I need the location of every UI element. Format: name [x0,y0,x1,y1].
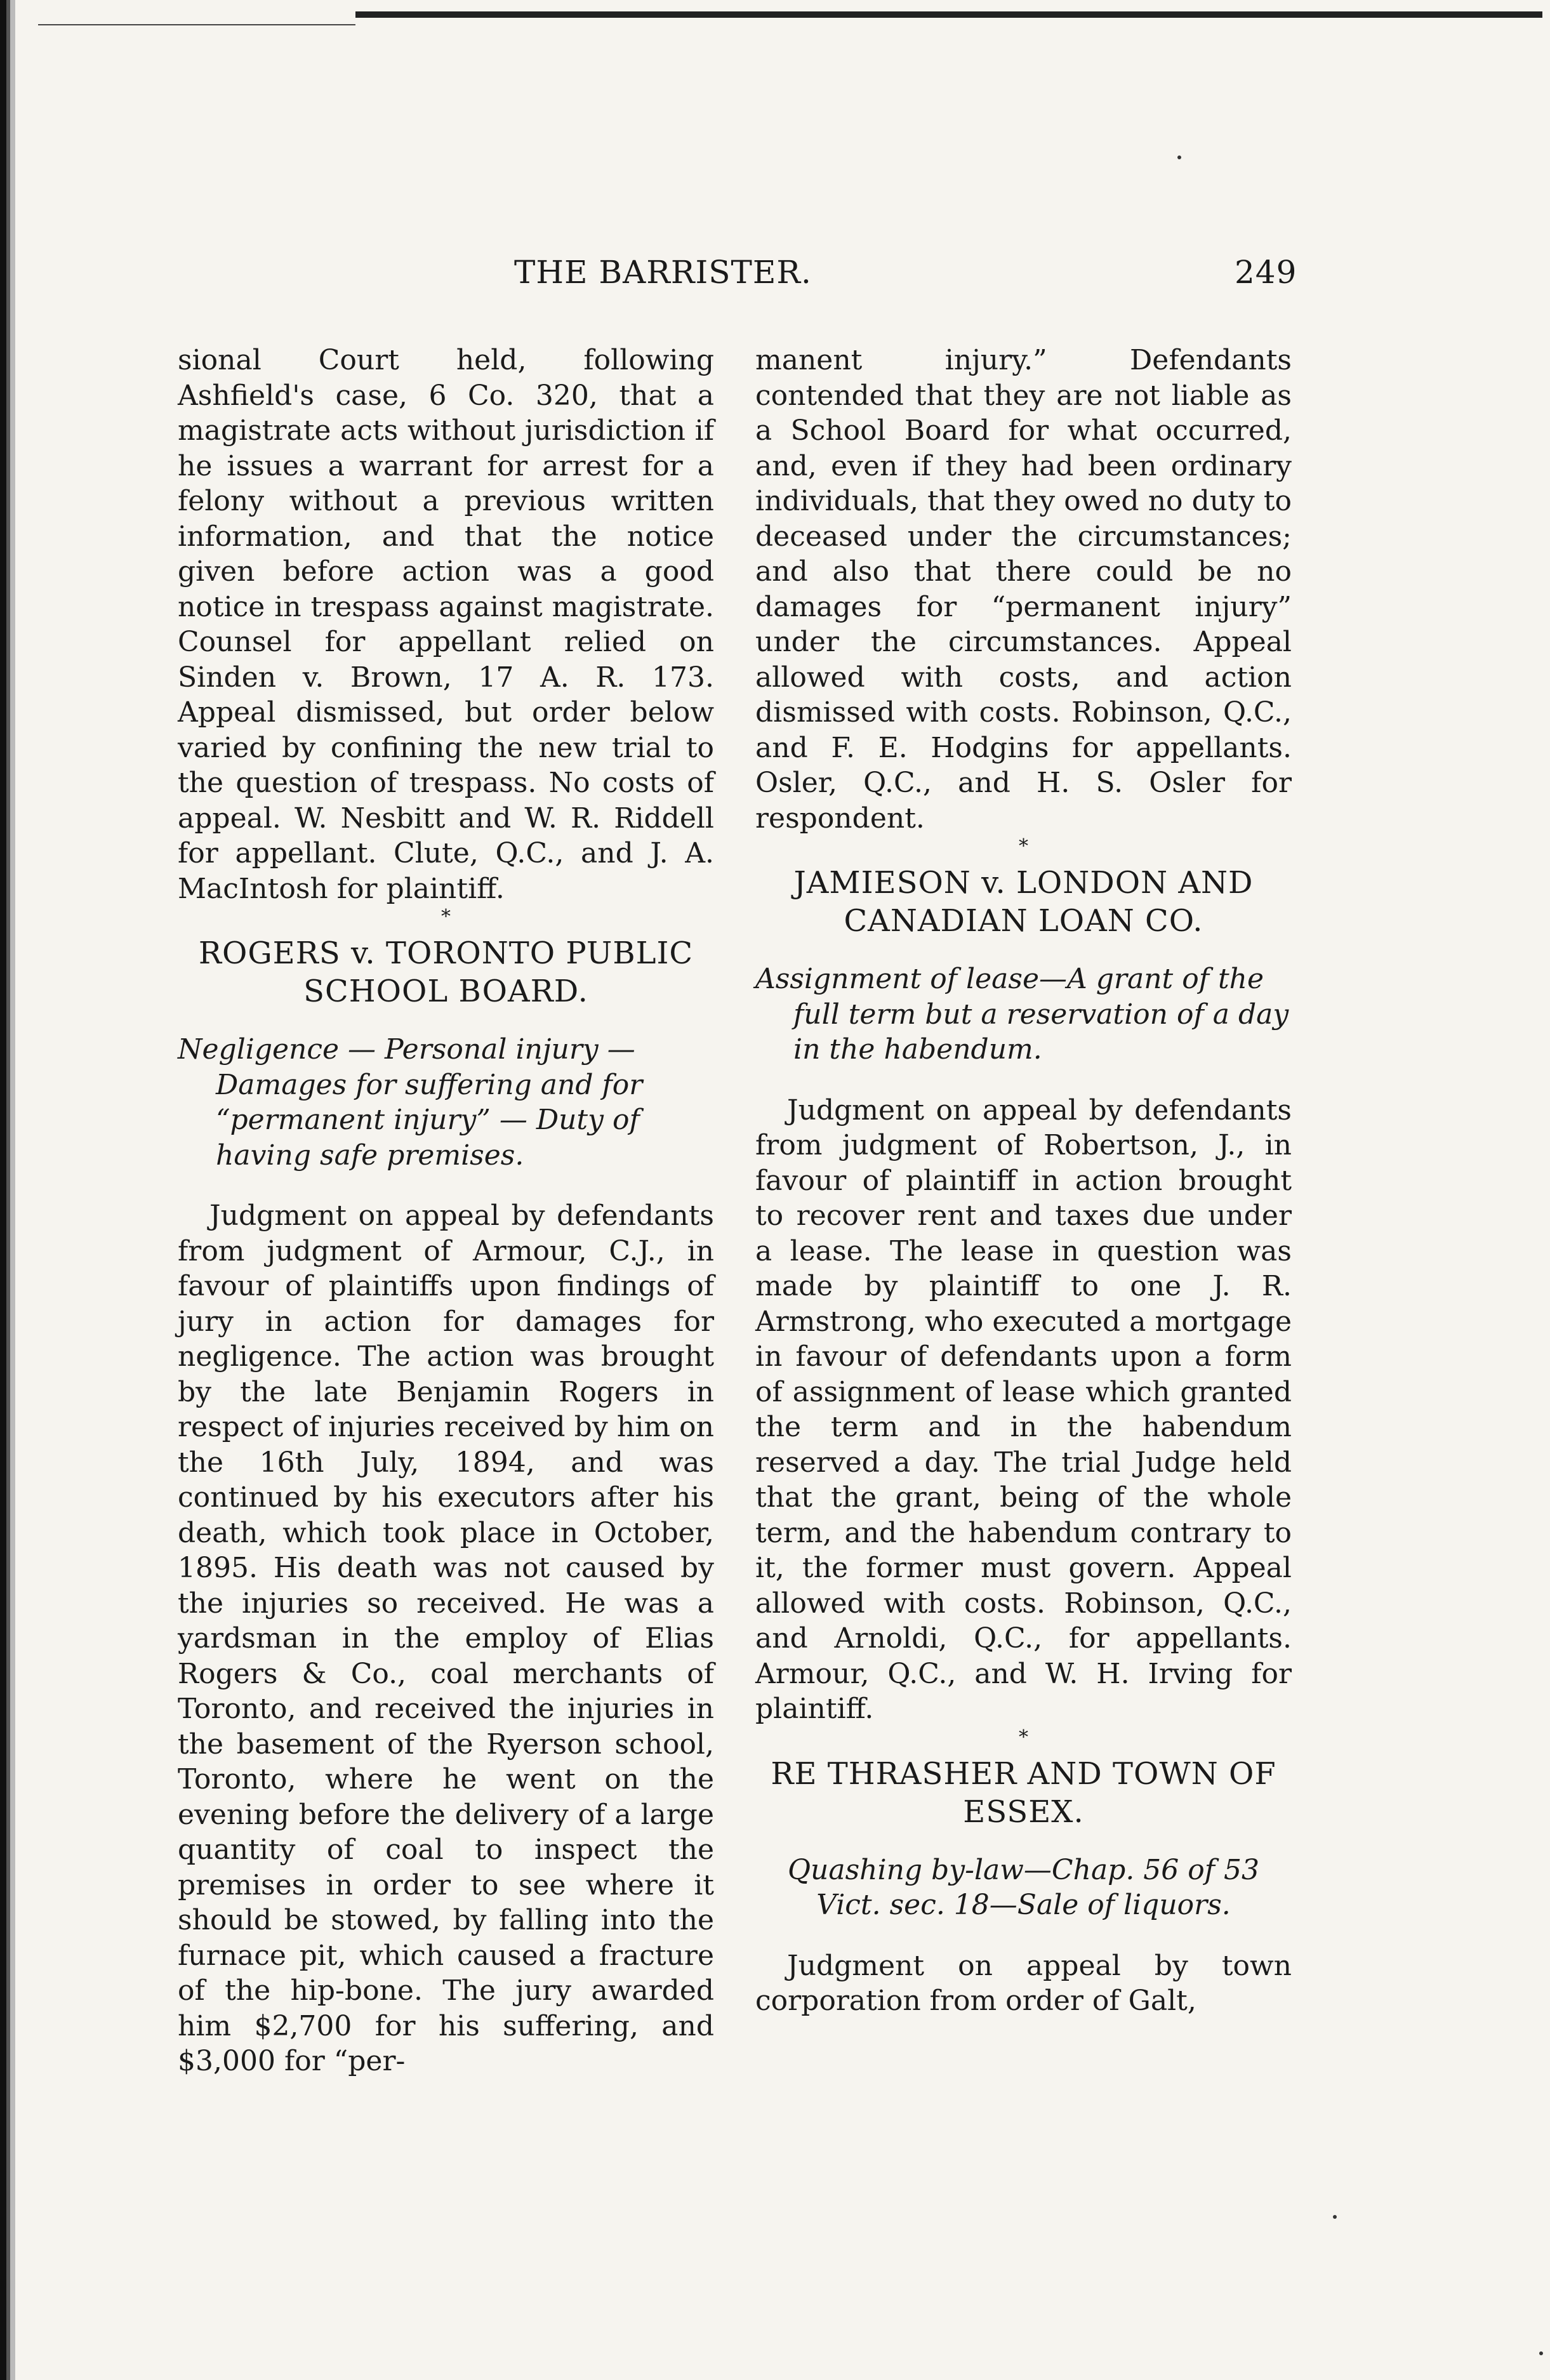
judgment-paragraph: Judgment on appeal by town corporation from order of Galt, [755,1949,1292,2017]
case-headnote: Quashing by-law—Chap. 56 of 53 Vict. sec. 18—Sale of liquors. [787,1853,1260,1921]
running-header [0,254,1550,298]
page-binding-edge [0,0,29,2380]
left-column [178,343,714,2079]
speck-mark [1333,2215,1337,2219]
journal-title: THE BARRISTER. [514,254,812,291]
case-headnote: Assignment of lease—A grant of the full term but a reservation of a day in the habendum. [755,963,1289,1066]
speck-mark [1177,155,1181,159]
speck-mark [1539,2351,1543,2355]
case-title: ROGERS v. TORONTO PUBLIC SCHOOL BOARD. [198,935,694,1009]
case-title: JAMIESON v. LONDON AND CANADIAN LOAN CO. [793,865,1254,939]
top-rule-thin [38,24,355,25]
page-number: 249 [1235,254,1297,291]
continuation-paragraph: sional Court held, following Ashfield's case, 6 Co. 320, that a magistrate acts without jurisdiction if he issues a warrant for arrest for a felony without a previous written information, and that the notice given before action was a good notice in trespass against magistrate. Counsel for appellant relied on Sinden v. Brown, 17 A. R. 173. Appeal dismissed, but order below varied by confining the new trial to the question of trespass. No costs of appeal. W. Nesbitt and W. R. Riddell for appellant. Clute, Q.C., and J. A. MacIntosh for plaintiff. [178,344,714,905]
case-headnote: Negligence — Personal injury — Damages for suffering and for “permanent injury” — Duty of having safe premises. [178,1033,643,1172]
right-column [755,343,1292,2019]
continuation-paragraph: manent injury.” Defendants contended that they are not liable as a School Board for what occurred, and, even if they had been ordinary individuals, that they owed no duty to deceased under the circumstances; and also that there could be no damages for “permanent injury” under the circumstances. Appeal allowed with costs, and action dismissed with costs. Robinson, Q.C., and F. E. Hodgins for appellants. Osler, Q.C., and H. S. Osler for respondent. [755,344,1292,835]
section-separator: * [441,906,451,928]
judgment-paragraph: Judgment on appeal by defendants from judgment of Armour, C.J., in favour of plaintiffs upon findings of jury in action for damages for negligence. The action was brought by the late Benjamin Rogers in respect of injuries received by him on the 16th July, 1894, and was continued by his executors after his death, which took place in October, 1895. His death was not caused by the injuries so received. He was a yardsman in the employ of Elias Rogers & Co., coal merchants of Toronto, and received the injuries in the basement of the Ryerson school, Toronto, where he went on the evening before the delivery of a large quantity of coal to inspect the premises in order to see where it should be stowed, by falling into the furnace pit, which caused a fracture of the hip-bone. The jury awarded him $2,700 for his suffering, and $3,000 for “per- [178,1200,714,2077]
case-title: RE THRASHER AND TOWN OF ESSEX. [771,1755,1276,1830]
top-rule [355,11,1542,18]
judgment-paragraph: Judgment on appeal by defendants from judgment of Robertson, J., in favour of plaintiff in action brought to recover rent and taxes due under a lease. The lease in question was made by plaintiff to one J. R. Armstrong, who executed a mortgage in favour of defendants upon a form of assignment of lease which granted the term and in the habendum reserved a day. The trial Judge held that the grant, being of the whole term, and the habendum contrary to it, the former must govern. Appeal allowed with costs. Robinson, Q.C., and Arnoldi, Q.C., for appellants. Armour, Q.C., and W. H. Irving for plaintiff. [755,1094,1292,1725]
section-separator: * [1019,1726,1028,1749]
section-separator: * [1019,835,1028,857]
